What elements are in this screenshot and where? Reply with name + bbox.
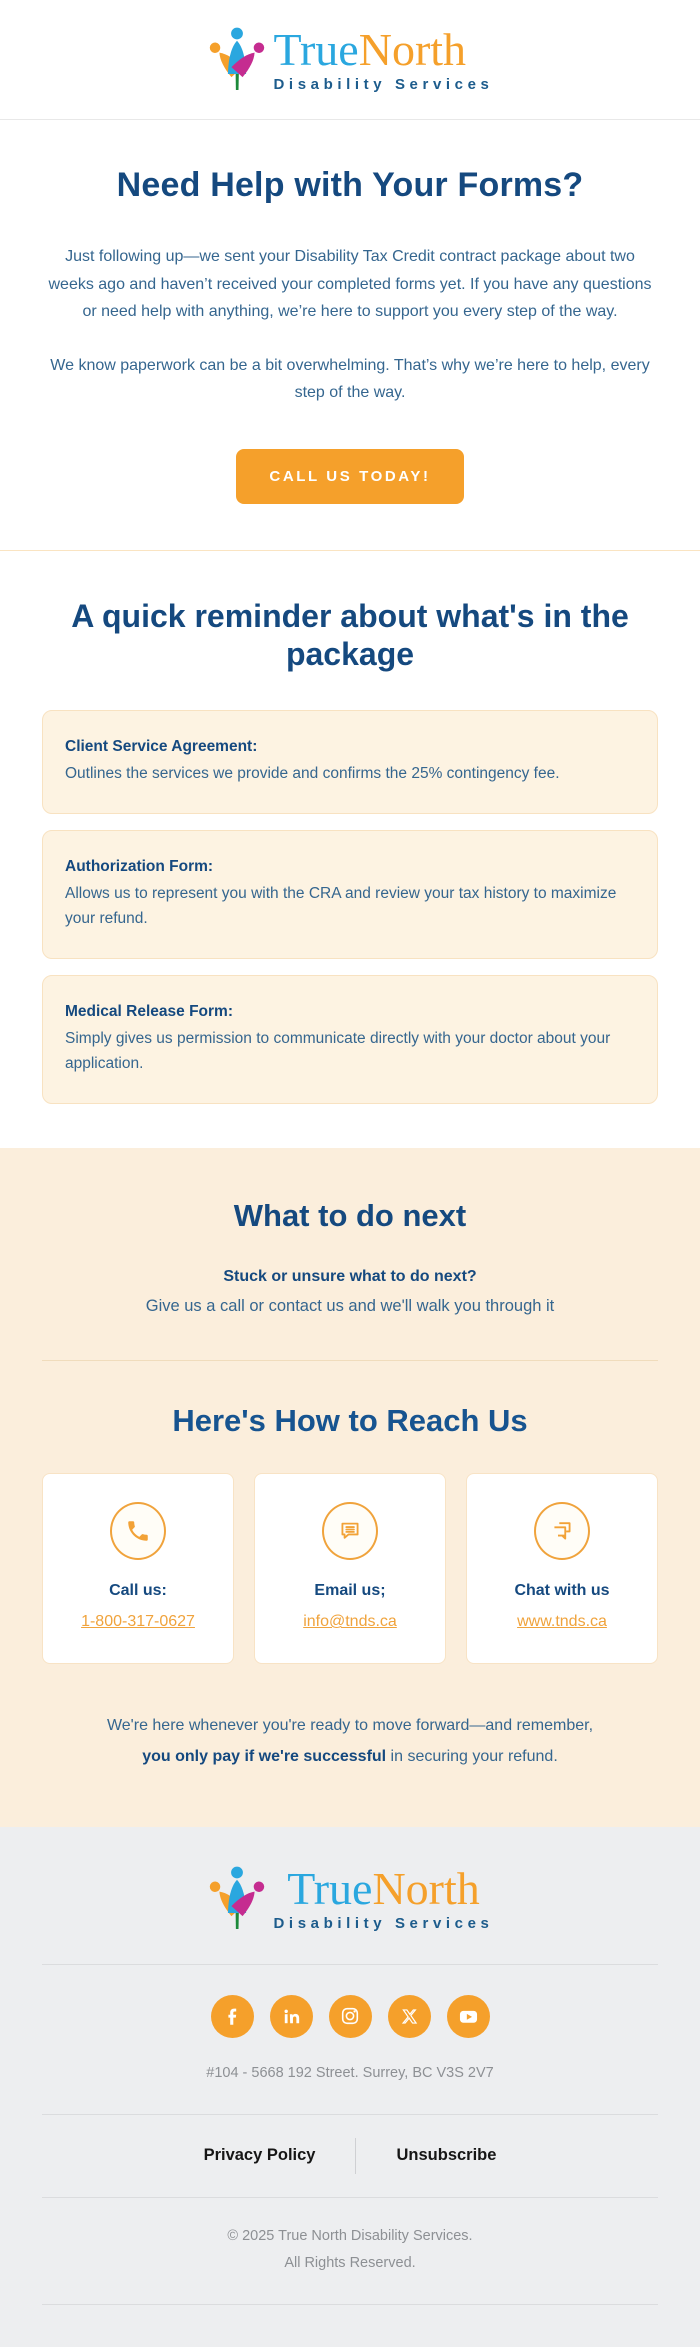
message-icon-circle xyxy=(322,1502,378,1560)
hero-paragraph-1: Just following up—we sent your Disability Tax Credit contract package about two weeks ago and haven’t received your completed forms yet. If you have any questions or need help with anything, we’re here to support you every step of the way. xyxy=(48,248,652,321)
next-steps-question: Stuck or unsure what to do next? xyxy=(223,1268,477,1286)
x-glyph xyxy=(399,2006,420,2027)
linkedin-glyph xyxy=(280,2005,303,2028)
youtube-icon[interactable] xyxy=(447,1995,490,2038)
copyright xyxy=(0,2198,700,2304)
brand-tagline: Disability Services xyxy=(273,1914,494,1932)
package-card-client-service-agreement xyxy=(42,710,658,814)
footer-brand-logo[interactable] xyxy=(0,1862,700,1932)
maple-leaf-people-icon xyxy=(207,26,267,92)
package-card-body: Simply gives us permission to communicate directly with your doctor about your application. xyxy=(65,1029,611,1073)
brand-name-north: North xyxy=(358,24,467,75)
message-icon xyxy=(337,1518,363,1544)
hero-section xyxy=(0,120,700,550)
page-title: Need Help with Your Forms? xyxy=(116,166,584,205)
instagram-glyph xyxy=(338,2004,362,2028)
brand-tagline: Disability Services xyxy=(273,76,494,94)
linkedin-icon[interactable] xyxy=(270,1995,313,2038)
unsubscribe-link[interactable]: Unsubscribe xyxy=(396,2146,497,2165)
reach-us-title: Here's How to Reach Us xyxy=(172,1403,528,1439)
hero-paragraph-2: We know paperwork can be a bit overwhelming. That’s why we’re here to help, every step of the way. xyxy=(50,356,650,402)
facebook-glyph xyxy=(220,2004,244,2028)
brand-logo[interactable] xyxy=(0,26,700,93)
package-title: A quick reminder about what's in the package xyxy=(71,597,629,673)
contact-card-email xyxy=(254,1473,446,1664)
package-card-body: Allows us to represent you with the CRA and review your tax history to maximize your refund. xyxy=(65,884,617,927)
facebook-icon[interactable] xyxy=(211,1995,254,2038)
package-section xyxy=(0,551,700,1148)
footer-address: #104 - 5668 192 Street. Surrey, BC V3S 2V7 xyxy=(206,2064,494,2081)
footer xyxy=(0,1827,700,2347)
phone-number-link[interactable]: 1-800-317-0627 xyxy=(81,1613,195,1631)
email-us-label: Email us; xyxy=(314,1582,386,1600)
package-card-body: Outlines the services we provide and confirms the 25% contingency fee. xyxy=(65,764,560,782)
package-card-title: Medical Release Form: xyxy=(65,1002,233,1020)
closing-line-1: We're here whenever you're ready to move forward—and remember, xyxy=(106,1717,594,1735)
next-steps-section xyxy=(0,1148,700,1826)
chat-icon-circle xyxy=(534,1502,590,1560)
footer-links-row xyxy=(0,2115,700,2197)
maple-leaf-people-icon xyxy=(207,1865,267,1931)
copyright-line-2: All Rights Reserved. xyxy=(284,2254,416,2271)
brand-name-true: True xyxy=(273,24,359,75)
contact-cards-row xyxy=(42,1473,658,1664)
brand-name-true: True xyxy=(287,1862,373,1914)
phone-icon xyxy=(125,1518,151,1544)
brand-name xyxy=(274,26,494,74)
footer-bottom-space xyxy=(0,2305,700,2347)
closing-bold: you only pay if we're successful xyxy=(142,1748,387,1766)
footer-brand-logo-text xyxy=(273,1862,494,1932)
copyright-line-1: © 2025 True North Disability Services. xyxy=(227,2227,473,2244)
website-link[interactable]: www.tnds.ca xyxy=(517,1613,607,1631)
x-icon[interactable] xyxy=(388,1995,431,2038)
chat-with-us-label: Chat with us xyxy=(514,1582,610,1600)
section-divider xyxy=(42,1360,658,1361)
youtube-glyph xyxy=(456,2004,481,2029)
chat-icon xyxy=(549,1518,575,1544)
next-steps-title: What to do next xyxy=(233,1198,467,1234)
call-us-label: Call us: xyxy=(109,1582,167,1600)
contact-card-chat xyxy=(466,1473,658,1664)
instagram-icon[interactable] xyxy=(329,1995,372,2038)
closing-note xyxy=(42,1710,658,1772)
header xyxy=(0,0,700,120)
privacy-policy-link[interactable]: Privacy Policy xyxy=(203,2146,316,2165)
closing-line-2: in securing your refund. xyxy=(386,1748,558,1766)
package-card-title: Client Service Agreement: xyxy=(65,737,258,755)
social-icons-row xyxy=(0,1965,700,2065)
brand-name-north: North xyxy=(372,1862,480,1914)
footer-links-separator xyxy=(355,2138,356,2174)
next-steps-answer: Give us a call or contact us and we'll walk you through it xyxy=(145,1297,555,1316)
email-address-link[interactable]: info@tnds.ca xyxy=(303,1613,397,1631)
brand-logo-text xyxy=(274,26,494,93)
phone-icon-circle xyxy=(110,1502,166,1560)
package-card-medical-release-form xyxy=(42,975,658,1104)
call-us-today-button[interactable]: CALL US TODAY! xyxy=(236,449,463,504)
contact-card-call xyxy=(42,1473,234,1664)
package-card-authorization-form xyxy=(42,830,658,959)
brand-name xyxy=(274,1862,494,1914)
package-card-title: Authorization Form: xyxy=(65,857,214,875)
